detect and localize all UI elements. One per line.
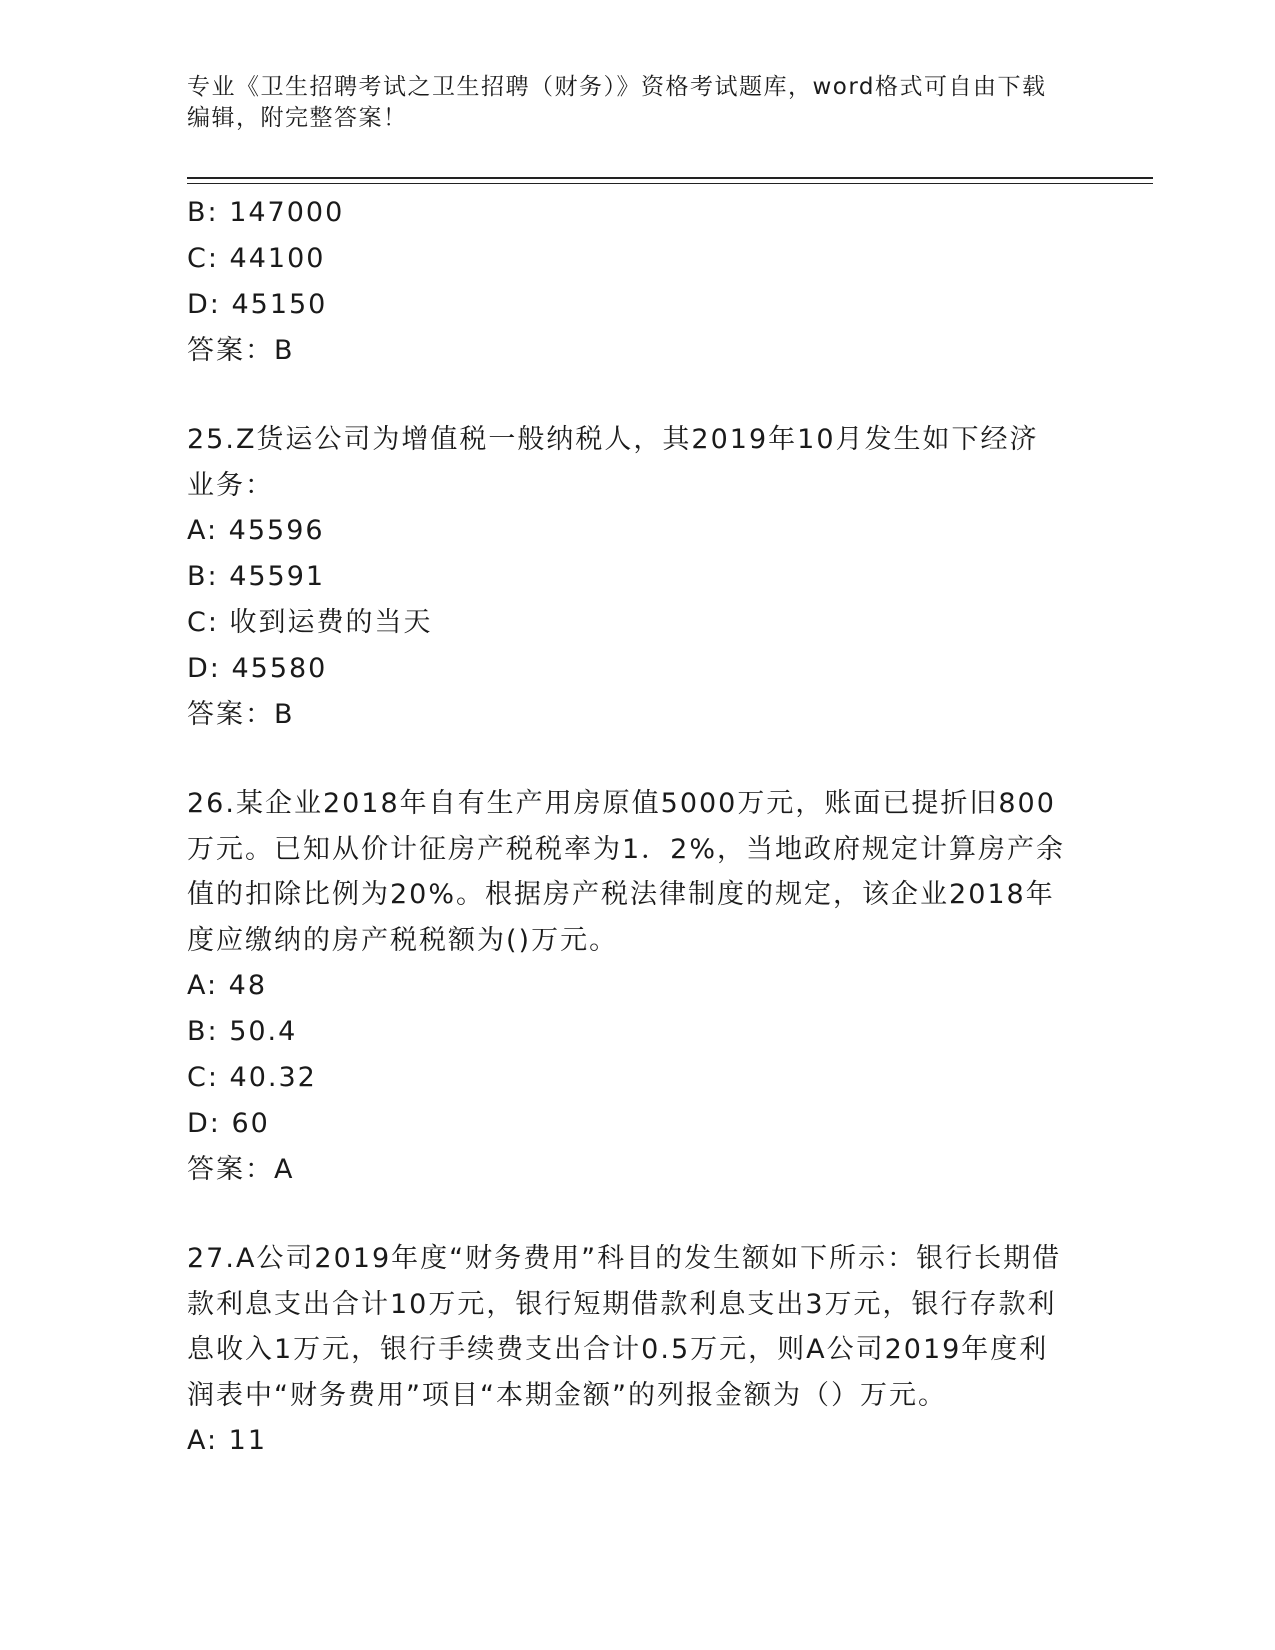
question-content (187, 190, 1087, 1464)
option-d: D: 45580 (187, 653, 328, 684)
header-rule-thick (187, 177, 1153, 179)
option-c: C: 44100 (187, 243, 326, 274)
option-b: B: 45591 (187, 561, 326, 592)
answer-line: 答案：B (187, 699, 295, 730)
option-a: A: 48 (187, 970, 268, 1001)
answer-line: 答案：A (187, 1154, 295, 1185)
answer-line: 答案：B (187, 335, 295, 366)
option-c: C: 40.32 (187, 1062, 317, 1093)
option-c: C: 收到运费的当天 (187, 607, 433, 638)
option-a: A: 11 (187, 1425, 268, 1456)
question-27-stem: 27.A公司2019年度“财务费用”科目的发生额如下所示：银行长期借款利息支出合计10万元，银行短期借款利息支出3万元，银行存款利息收入1万元，银行手续费支出合计0.5万元，则A公司2019年度利润表中“财务费用”项目“本期金额”的列报金额为（）万元。 (187, 1243, 1062, 1411)
document-header: 专业《卫生招聘考试之卫生招聘（财务）》资格考试题库，word格式可自由下载编辑，附完整答案！ (187, 74, 1047, 131)
header-rule-thin (187, 183, 1153, 184)
option-a: A: 45596 (187, 515, 325, 546)
option-b: B: 50.4 (187, 1016, 298, 1047)
option-d: D: 45150 (187, 289, 328, 320)
option-b: B: 147000 (187, 197, 345, 228)
question-25-stem: 25.Z货运公司为增值税一般纳税人，其2019年10月发生如下经济业务： (187, 424, 1039, 501)
option-d: D: 60 (187, 1108, 270, 1139)
question-26-stem: 26.某企业2018年自有生产用房原值5000万元，账面已提折旧800万元。已知从价计征房产税税率为1．2%，当地政府规定计算房产余值的扣除比例为20%。根据房产税法律制度的规定，该企业2018年度应缴纳的房产税税额为()万元。 (187, 788, 1066, 956)
